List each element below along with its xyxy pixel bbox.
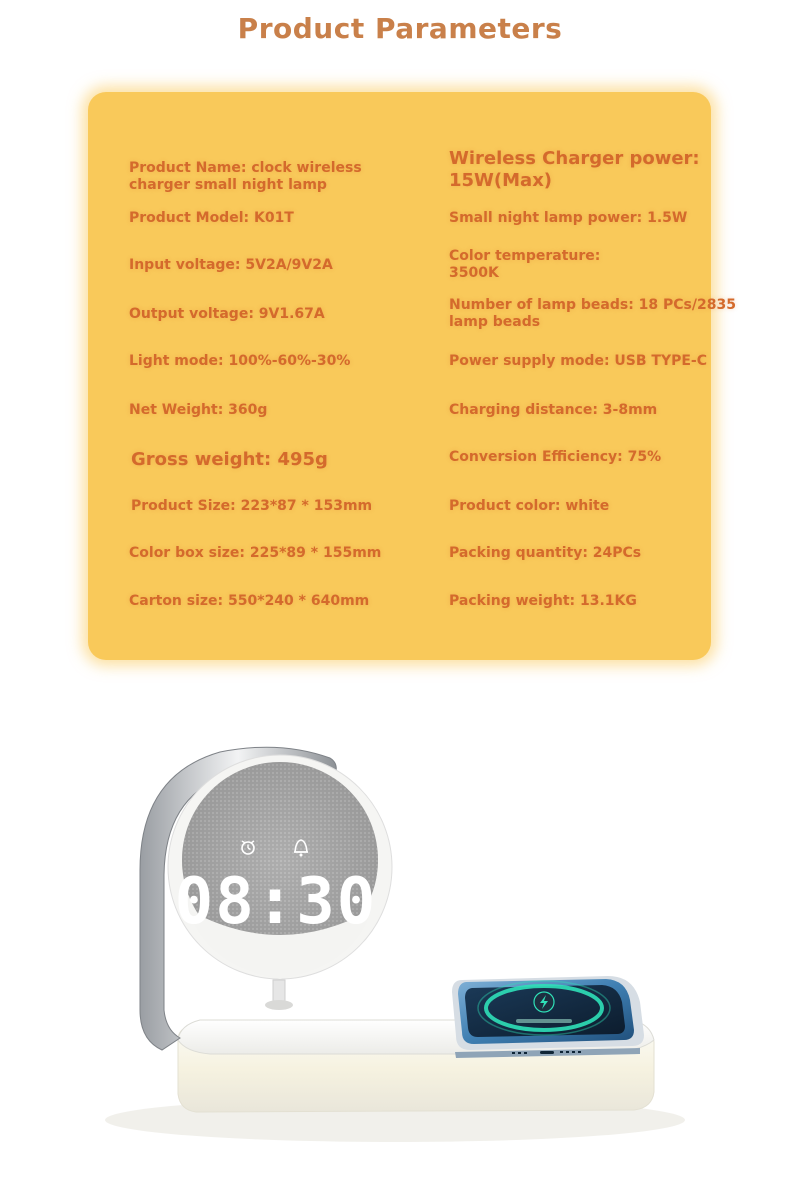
- param-charging-distance: Charging distance: 3-8mm: [449, 402, 658, 418]
- param-packing-quantity: Packing quantity: 24PCs: [449, 545, 642, 561]
- param-color-temperature: Color temperature: 3500K: [449, 248, 601, 281]
- param-output-voltage: Output voltage: 9V1.67A: [129, 306, 325, 322]
- param-color-box-size: Color box size: 225*89 * 155mm: [129, 545, 382, 561]
- lightning-bolt-icon: [534, 992, 554, 1012]
- param-product-name: Product Name: clock wireless charger small night lamp: [129, 160, 362, 193]
- param-packing-weight: Packing weight: 13.1KG: [449, 593, 637, 609]
- param-product-model: Product Model: K01T: [129, 210, 294, 226]
- param-light-mode: Light mode: 100%-60%-30%: [129, 353, 351, 369]
- param-power-supply: Power supply mode: USB TYPE-C: [449, 353, 708, 369]
- param-product-color: Product color: white: [449, 498, 610, 514]
- param-carton-size: Carton size: 550*240 * 640mm: [129, 593, 370, 609]
- param-product-size: Product Size: 223*87 * 153mm: [131, 498, 373, 514]
- param-net-weight: Net Weight: 360g: [129, 402, 268, 418]
- param-input-voltage: Input voltage: 5V2A/9V2A: [129, 257, 333, 273]
- clock-time: 08:30: [174, 865, 378, 939]
- product-image: [0, 680, 800, 1180]
- param-charger-power: Wireless Charger power: 15W(Max): [449, 148, 700, 191]
- param-lamp-power: Small night lamp power: 1.5W: [449, 210, 688, 226]
- param-lamp-beads: Number of lamp beads: 18 PCs/2835 lamp beads: [449, 297, 736, 330]
- page-title: Product Parameters: [237, 12, 563, 45]
- param-conversion-efficiency: Conversion Efficiency: 75%: [449, 449, 662, 465]
- param-gross-weight: Gross weight: 495g: [131, 449, 328, 470]
